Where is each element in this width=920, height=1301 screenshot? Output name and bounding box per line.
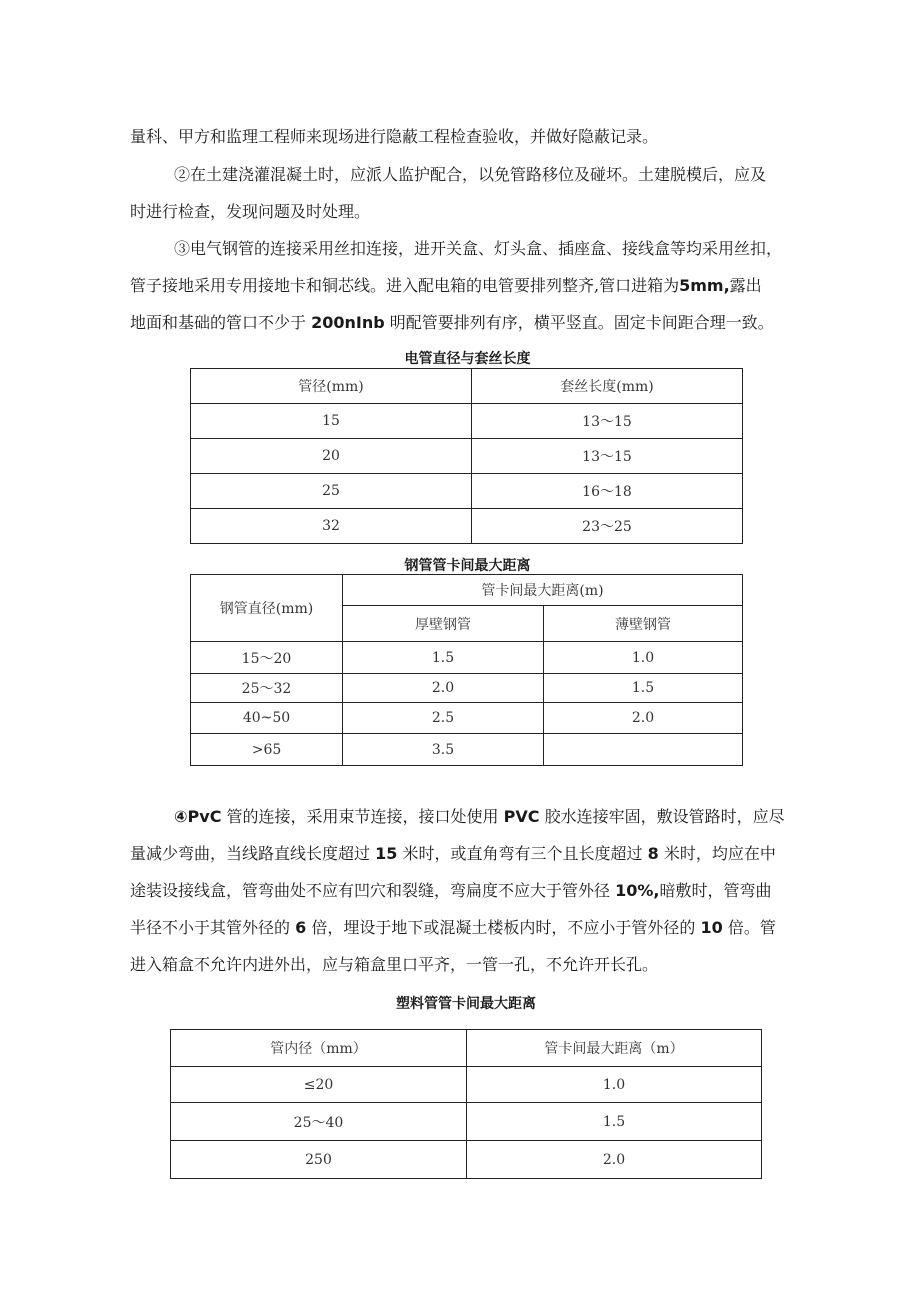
table-cell: 25～32 (191, 674, 343, 703)
text-line (130, 267, 810, 304)
header-cell: 管径(mm) (191, 369, 472, 404)
table2-caption: 钢管管卡间最大距离 (404, 558, 531, 574)
table-cell: ≤20 (171, 1067, 467, 1103)
text-line: 量科、甲方和监理工程师来现场进行隐蔽工程检查验收，并做好隐蔽记录。 (130, 127, 659, 146)
paragraph-4 (130, 798, 810, 983)
table-cell: 16～18 (472, 474, 743, 509)
text-run: 米时，均应在中 (663, 844, 776, 863)
table-cell: 40~50 (191, 703, 343, 734)
text-run: 途装设接线盒，管弯曲处不应有凹穴和裂缝，弯扁度不应大于管外径 (130, 881, 611, 900)
text-run: 明配管要排列有序，横平竖直。固定卡间距合理一致。 (389, 313, 774, 332)
table-row (191, 439, 743, 474)
table-cell: 1.0 (467, 1067, 762, 1103)
header-cell: 管卡间最大距离(m) (343, 575, 743, 606)
bold-value: 8 (647, 844, 659, 863)
table-header-row (191, 369, 743, 404)
table-row (191, 642, 743, 674)
text-run: 管的连接，采用束节连接，接口处使用 (226, 807, 499, 826)
text-run: 管子接地采用专用接地卡和铜芯线。进入配电箱的电管要排列整齐,管口进箱为 (130, 276, 680, 295)
text-run: 倍。管 (727, 918, 776, 937)
table-cell: 15～20 (191, 642, 343, 674)
table-row (191, 474, 743, 509)
table-cell: 23～25 (472, 509, 743, 544)
table-cell: 1.5 (467, 1103, 762, 1141)
table-cell: >65 (191, 734, 343, 766)
text-line (130, 835, 810, 872)
table-row (191, 509, 743, 544)
table-cell: 2.0 (343, 674, 544, 703)
text-line: 时进行检查，发现问题及时处理。 (130, 202, 371, 221)
table-row (191, 734, 743, 766)
text-line (130, 304, 810, 341)
text-run: 半径不小于其管外径的 (130, 918, 291, 937)
text-run: 量减少弯曲，当线路直线长度超过 (130, 844, 371, 863)
table-row (171, 1103, 762, 1141)
table3-caption: 塑料管管卡间最大距离 (396, 996, 536, 1012)
header-cell: 套丝长度(mm) (472, 369, 743, 404)
header-cell: 管内径（mm） (171, 1030, 467, 1067)
paragraph-2 (130, 156, 810, 230)
steel-pipe-clamp-table (190, 574, 743, 766)
table-cell: 3.5 (343, 734, 544, 766)
thread-length-table (190, 368, 743, 544)
table-cell: 2.0 (544, 703, 743, 734)
table-cell: 20 (191, 439, 472, 474)
table-cell: 250 (171, 1141, 467, 1179)
table-cell: 1.0 (544, 642, 743, 674)
text-run: 暗敷时，管弯曲 (659, 881, 772, 900)
table-row (171, 1067, 762, 1103)
paragraph-1 (130, 118, 810, 155)
text-line (130, 909, 810, 946)
text-run: 倍，埋设于地下或混凝土楼板内时，不应小于管外径的 (311, 918, 696, 937)
bold-value: 6 (295, 918, 307, 937)
table-cell: 13～15 (472, 404, 743, 439)
header-cell: 厚壁钢管 (343, 606, 544, 642)
bold-value: 200nInb (311, 313, 385, 332)
header-cell: 钢管直径(mm) (191, 575, 343, 642)
bold-value: ④PvC (174, 807, 222, 826)
table-row (191, 703, 743, 734)
table-cell: 1.5 (544, 674, 743, 703)
bold-value: PVC (503, 807, 540, 826)
text-run: 地面和基础的管口不少于 (130, 313, 307, 332)
table-header-row (171, 1030, 762, 1067)
table-cell: 32 (191, 509, 472, 544)
table1-caption: 电管直径与套丝长度 (404, 351, 531, 367)
table-cell: 2.5 (343, 703, 544, 734)
table-cell: 25 (191, 474, 472, 509)
table-header-row (191, 575, 743, 606)
paragraph-3 (130, 230, 810, 341)
table-row (191, 404, 743, 439)
table-cell: 25～40 (171, 1103, 467, 1141)
text-line (130, 872, 810, 909)
table-row (171, 1141, 762, 1179)
text-line: ②在土建浇灌混凝土时，应派人监护配合，以免管路移位及碰坏。土建脱模后，应及 (174, 165, 767, 184)
header-cell: 薄壁钢管 (544, 606, 743, 642)
table-cell: 1.5 (343, 642, 544, 674)
bold-value: 10%, (615, 881, 660, 900)
table-cell: 2.0 (467, 1141, 762, 1179)
table-cell: 13～15 (472, 439, 743, 474)
text-run: 露出 (729, 276, 762, 295)
text-line: ③电气钢管的连接采用丝扣连接，进开关盒、灯头盒、插座盒、接线盒等均采用丝扣， (174, 239, 783, 258)
text-line: 进入箱盒不允许内进外出，应与箱盒里口平齐，一管一孔，不允许开长孔。 (130, 955, 659, 974)
text-run: 米时，或直角弯有三个且长度超过 (402, 844, 643, 863)
plastic-pipe-clamp-table (170, 1029, 762, 1179)
table-cell: 15 (191, 404, 472, 439)
header-cell: 管卡间最大距离（m） (467, 1030, 762, 1067)
bold-value: 10 (700, 918, 723, 937)
text-line (130, 798, 810, 835)
bold-value: 15 (375, 844, 398, 863)
text-run: 胶水连接牢固，敷设管路时，应尽 (544, 807, 785, 826)
bold-value: 5mm, (679, 276, 730, 295)
table-cell (544, 734, 743, 766)
table-row (191, 674, 743, 703)
